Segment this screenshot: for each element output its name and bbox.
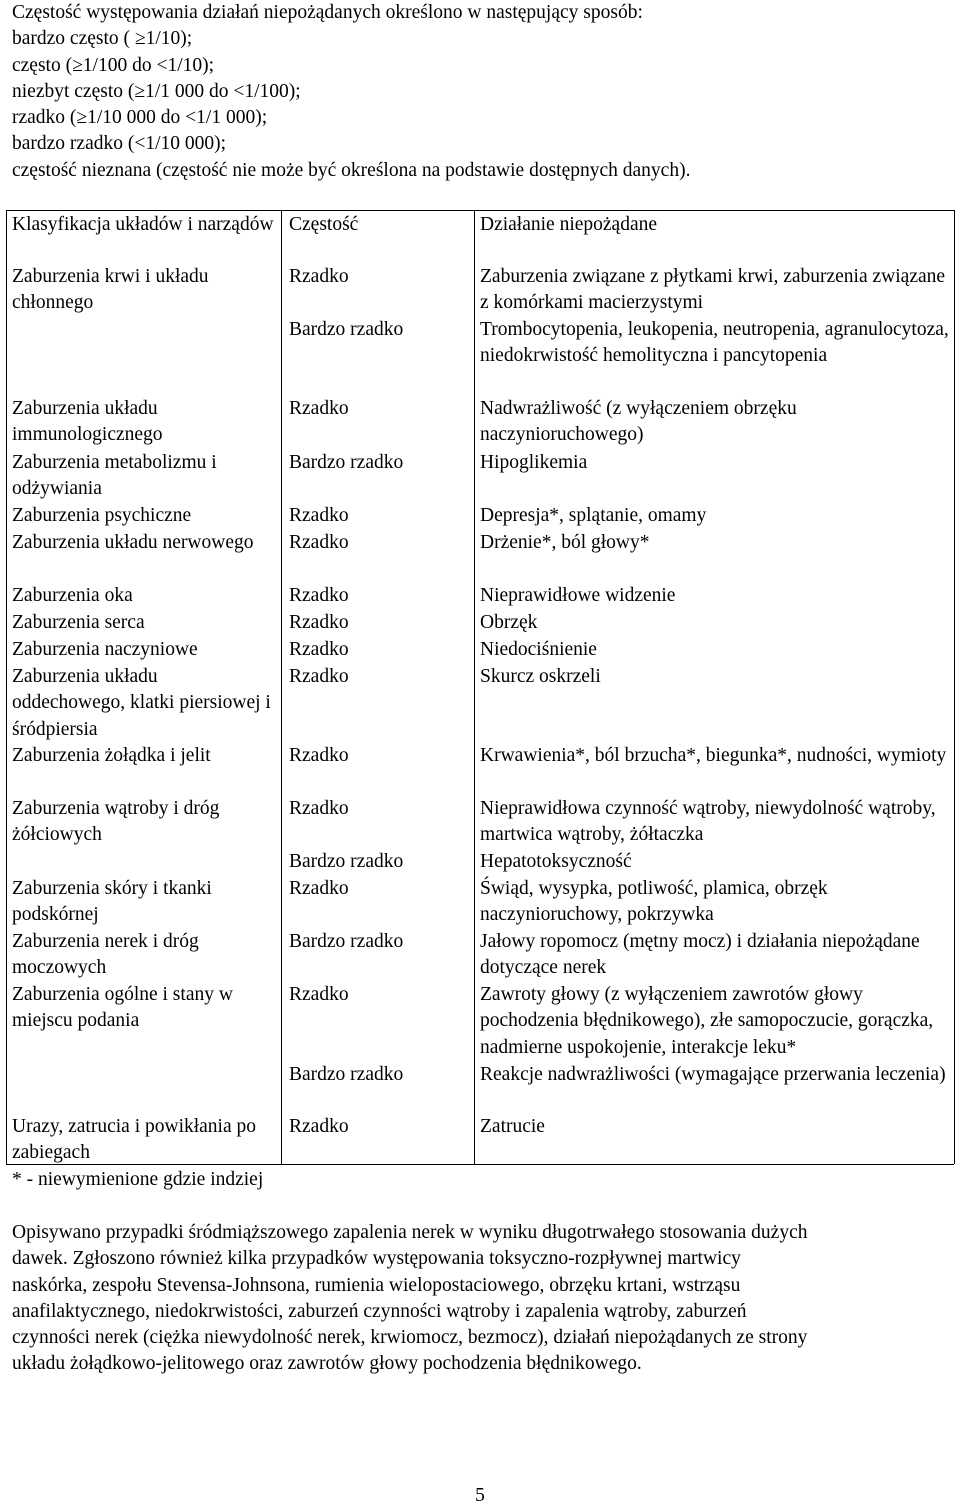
closing-line: Opisywano przypadki śródmiąższowego zapalenia nerek w wyniku długotrwałego stosowania dużych bbox=[12, 1222, 808, 1243]
table-cell-adverse-effect: Zawroty głowy (z wyłączeniem zawrotów głowy pochodzenia błędnikowego), złe samopoczucie, gorączka, nadmierne uspokojenie, interakcje leku* bbox=[480, 984, 934, 1058]
table-cell-adverse-effect: Hepatotoksyczność bbox=[480, 851, 632, 872]
table-top-border bbox=[6, 210, 954, 211]
closing-line: naskórka, zespołu Stevensa-Johnsona, rumienia wielopostaciowego, obrzęku krtani, wstrząsu bbox=[12, 1274, 741, 1296]
table-header-frequency: Częstość bbox=[289, 214, 359, 235]
table-cell-frequency: Bardzo rzadko bbox=[289, 452, 404, 473]
table-cell-adverse-effect: Krwawienia*, ból brzucha*, biegunka*, nudności, wymioty bbox=[480, 745, 947, 766]
table-cell-adverse-effect: Reakcje nadwrażliwości (wymagające przerwania leczenia) bbox=[480, 1064, 946, 1085]
intro-line: częstość nieznana (częstość nie może być określona na podstawie dostępnych danych). bbox=[12, 159, 691, 181]
page-number: 5 bbox=[475, 1485, 485, 1506]
table-left-border bbox=[6, 210, 7, 1164]
table-cell-frequency: Rzadko bbox=[289, 266, 349, 287]
table-cell-adverse-effect: Zatrucie bbox=[480, 1116, 545, 1137]
intro-paragraph bbox=[12, 0, 952, 184]
intro-line: często (≥1/100 do <1/10); bbox=[12, 54, 215, 76]
table-cell-adverse-effect: Skurcz oskrzeli bbox=[480, 666, 601, 687]
table-header-adverse-effect: Działanie niepożądane bbox=[480, 214, 658, 235]
column-divider bbox=[281, 210, 282, 1164]
table-cell-adverse-effect: Nadwrażliwość (z wyłączeniem obrzęku naczynioruchowego) bbox=[480, 398, 797, 446]
table-cell-frequency: Rzadko bbox=[289, 585, 349, 606]
table-cell-frequency: Rzadko bbox=[289, 745, 349, 766]
table-cell-adverse-effect: Świąd, wysypka, potliwość, plamica, obrzęk naczynioruchowy, pokrzywka bbox=[480, 878, 828, 926]
table-cell-frequency: Bardzo rzadko bbox=[289, 851, 404, 872]
table-cell-organ-class: Zaburzenia psychiczne bbox=[12, 505, 192, 526]
table-cell-organ-class: Zaburzenia układu oddechowego, klatki piersiowej i śródpiersia bbox=[12, 666, 271, 740]
table-cell-frequency: Rzadko bbox=[289, 1116, 349, 1137]
table-cell-adverse-effect: Hipoglikemia bbox=[480, 452, 588, 473]
table-cell-organ-class: Zaburzenia skóry i tkanki podskórnej bbox=[12, 878, 212, 926]
intro-line: niezbyt często (≥1/1 000 do <1/100); bbox=[12, 80, 301, 102]
table-cell-frequency: Rzadko bbox=[289, 398, 349, 419]
table-cell-organ-class: Zaburzenia układu nerwowego bbox=[12, 532, 254, 553]
table-cell-frequency: Rzadko bbox=[289, 505, 349, 526]
table-cell-adverse-effect: Nieprawidłowa czynność wątroby, niewydolność wątroby, martwica wątroby, żółtaczka bbox=[480, 798, 936, 846]
table-cell-frequency: Bardzo rzadko bbox=[289, 319, 404, 340]
table-cell-organ-class: Zaburzenia żołądka i jelit bbox=[12, 745, 211, 766]
table-cell-organ-class: Zaburzenia ogólne i stany w miejscu podania bbox=[12, 984, 233, 1032]
table-cell-frequency: Rzadko bbox=[289, 878, 349, 899]
table-cell-frequency: Rzadko bbox=[289, 984, 349, 1005]
table-cell-organ-class: Zaburzenia wątroby i dróg żółciowych bbox=[12, 798, 220, 846]
intro-line: Częstość występowania działań niepożądanych określono w następujący sposób: bbox=[12, 2, 643, 23]
column-divider bbox=[474, 210, 475, 1164]
closing-paragraph bbox=[12, 1220, 952, 1378]
table-cell-frequency: Rzadko bbox=[289, 612, 349, 633]
table-cell-frequency: Bardzo rzadko bbox=[289, 1064, 404, 1085]
table-cell-adverse-effect: Jałowy ropomocz (mętny mocz) i działania niepożądane dotyczące nerek bbox=[480, 931, 920, 979]
table-cell-organ-class: Zaburzenia metabolizmu i odżywiania bbox=[12, 452, 217, 500]
table-cell-frequency: Rzadko bbox=[289, 639, 349, 660]
table-cell-adverse-effect: Zaburzenia związane z płytkami krwi, zaburzenia związane z komórkami macierzystymi bbox=[480, 266, 946, 314]
table-cell-adverse-effect: Niedociśnienie bbox=[480, 639, 597, 660]
table-cell-adverse-effect: Obrzęk bbox=[480, 612, 538, 633]
table-cell-adverse-effect: Nieprawidłowe widzenie bbox=[480, 585, 676, 606]
closing-line: układu żołądkowo-jelitowego oraz zawrotów głowy pochodzenia błędnikowego. bbox=[12, 1353, 642, 1375]
table-cell-adverse-effect: Drżenie*, ból głowy* bbox=[480, 532, 650, 553]
table-cell-organ-class: Zaburzenia naczyniowe bbox=[12, 639, 198, 660]
closing-line: czynności nerek (ciężka niewydolność nerek, krwiomocz, bezmocz), działań niepożądanych ze strony bbox=[12, 1327, 808, 1349]
closing-line: anafilaktycznego, niedokrwistości, zaburzeń czynności wątroby i zapalenia wątroby, zaburzeń bbox=[12, 1300, 747, 1322]
table-right-border bbox=[954, 210, 955, 1164]
table-header-classification: Klasyfikacja układów i narządów bbox=[12, 214, 274, 235]
table-cell-frequency: Bardzo rzadko bbox=[289, 931, 404, 952]
table-cell-frequency: Rzadko bbox=[289, 798, 349, 819]
table-cell-adverse-effect: Trombocytopenia, leukopenia, neutropenia, agranulocytoza, niedokrwistość hemolityczna i pancytopenia bbox=[480, 319, 949, 367]
table-cell-organ-class: Zaburzenia krwi i układu chłonnego bbox=[12, 266, 209, 314]
table-footnote: * - niewymienione gdzie indziej bbox=[12, 1169, 264, 1190]
table-cell-organ-class: Urazy, zatrucia i powikłania po zabiegach bbox=[12, 1116, 257, 1164]
intro-line: bardzo rzadko (<1/10 000); bbox=[12, 133, 227, 155]
table-cell-frequency: Rzadko bbox=[289, 532, 349, 553]
intro-line: rzadko (≥1/10 000 do <1/1 000); bbox=[12, 107, 268, 129]
table-cell-organ-class: Zaburzenia układu immunologicznego bbox=[12, 398, 163, 446]
intro-line: bardzo często ( ≥1/10); bbox=[12, 28, 193, 50]
closing-line: dawek. Zgłoszono również kilka przypadków występowania toksyczno-rozpływnej martwicy bbox=[12, 1248, 741, 1270]
table-cell-organ-class: Zaburzenia oka bbox=[12, 585, 133, 606]
table-cell-adverse-effect: Depresja*, splątanie, omamy bbox=[480, 505, 707, 526]
table-cell-organ-class: Zaburzenia serca bbox=[12, 612, 145, 633]
table-cell-organ-class: Zaburzenia nerek i dróg moczowych bbox=[12, 931, 199, 979]
table-cell-frequency: Rzadko bbox=[289, 666, 349, 687]
